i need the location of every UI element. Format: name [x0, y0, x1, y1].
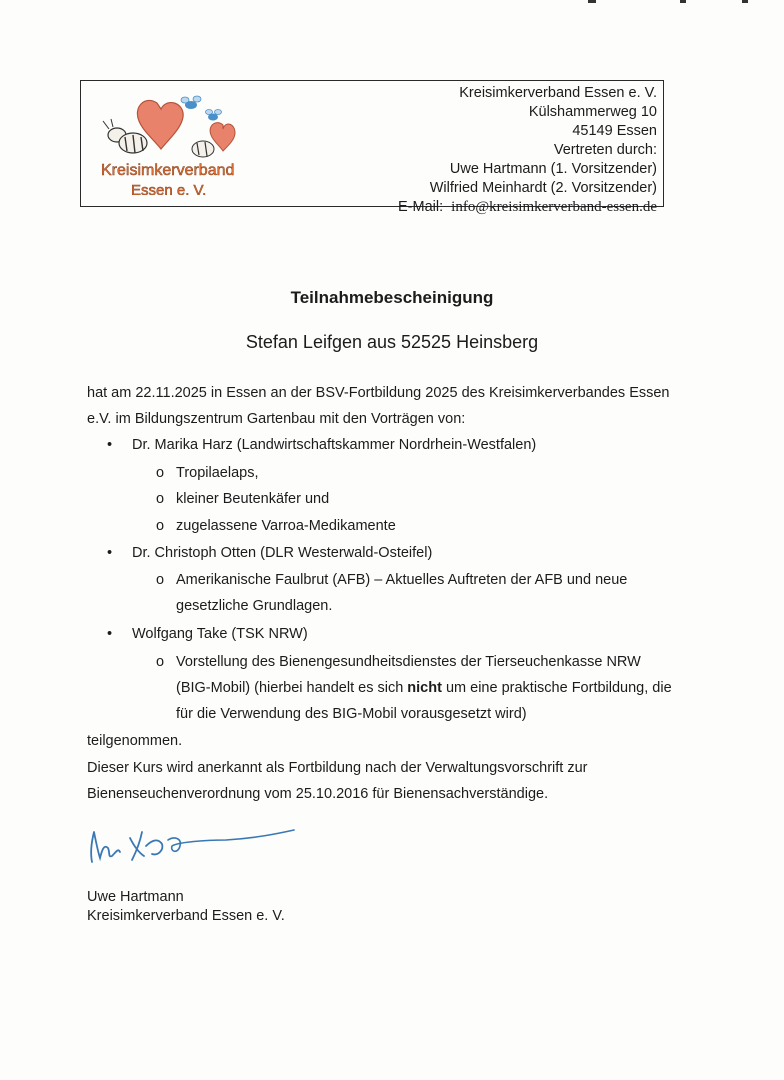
circle-bullet-icon: o [156, 518, 165, 534]
document-title: Teilnahmebescheinigung [290, 288, 494, 307]
topic-text: Amerikanische Faulbrut (AFB) – Aktuelles Auftreten der AFB und neue gesetzliche Grundlagen. [176, 572, 628, 614]
topic-emphasis: nicht [407, 680, 442, 696]
intro-paragraph: hat am 22.11.2025 in Essen an der BSV-Fortbildung 2025 des Kreisimkerverbandes Essen e.V. im Bildungszentrum Gartenbau mit den Vorträgen von: [87, 385, 670, 427]
signer-organization: Kreisimkerverband Essen e. V. [87, 908, 285, 924]
representative-1: Uwe Hartmann (1. Vorsitzender) [449, 161, 657, 177]
logo-text-line1: Kreisimkerverband [101, 162, 235, 179]
recipient-name: Stefan Leifgen aus 52525 Heinsberg [245, 332, 539, 352]
letterhead [80, 80, 664, 215]
org-name: Kreisimkerverband Essen e. V. [459, 85, 657, 101]
scan-mark [588, 0, 596, 3]
bullet-icon: • [107, 626, 113, 642]
representative-2: Wilfried Meinhardt (2. Vorsitzender) [429, 180, 657, 196]
bullet-icon: • [107, 437, 113, 453]
email-label: E-Mail: [397, 199, 444, 215]
bee-hearts-logo-icon [95, 95, 255, 195]
association-logo [95, 95, 255, 195]
scan-mark [680, 0, 686, 3]
org-street: Külshammerweg 10 [528, 104, 657, 120]
participated-text: teilgenommen. [87, 733, 183, 749]
topic-text: kleiner Beutenkäfer und [176, 491, 330, 507]
topic-text [176, 649, 676, 727]
handwritten-signature [86, 818, 306, 870]
speaker-name: Dr. Marika Harz (Landwirtschaftskammer Nordrhein-Westfalen) [132, 437, 537, 453]
signer-block [87, 888, 285, 926]
scan-mark [742, 0, 748, 3]
topic-text-part1: Vorstellung des Bienengesundheitsdienstes der Tierseuchenkasse NRW (BIG-Mobil) (hierbei handelt es sich [176, 654, 641, 696]
org-city: 45149 Essen [572, 123, 657, 139]
circle-bullet-icon: o [156, 465, 165, 481]
circle-bullet-icon: o [156, 572, 165, 588]
bullet-icon: • [107, 545, 113, 561]
circle-bullet-icon: o [156, 654, 165, 670]
topic-text-part2: um eine praktische Fortbildung, die für die Verwendung des BIG-Mobil vorausgesetzt wird) [176, 680, 672, 722]
speaker-name: Wolfgang Take (TSK NRW) [132, 626, 308, 642]
topic-text: Tropilaelaps, [176, 465, 259, 481]
speaker-name: Dr. Christoph Otten (DLR Westerwald-Osteifel) [132, 545, 433, 561]
topic-text: zugelassene Varroa-Medikamente [176, 518, 396, 534]
email-line [398, 198, 657, 217]
signer-name: Uwe Hartmann [87, 889, 184, 905]
circle-bullet-icon: o [156, 491, 165, 507]
signature-icon [86, 818, 306, 870]
organization-address [398, 84, 657, 217]
represented-by-label: Vertreten durch: [553, 142, 657, 158]
logo-text-line2: Essen e. V. [131, 182, 207, 195]
recognition-paragraph: Dieser Kurs wird anerkannt als Fortbildung nach der Verwaltungsvorschrift zur Bienenseuchenverordnung vom 25.10.2016 für Bienensachverständige. [87, 760, 588, 802]
email-address: info@kreisimkerverband-essen.de [451, 199, 657, 215]
